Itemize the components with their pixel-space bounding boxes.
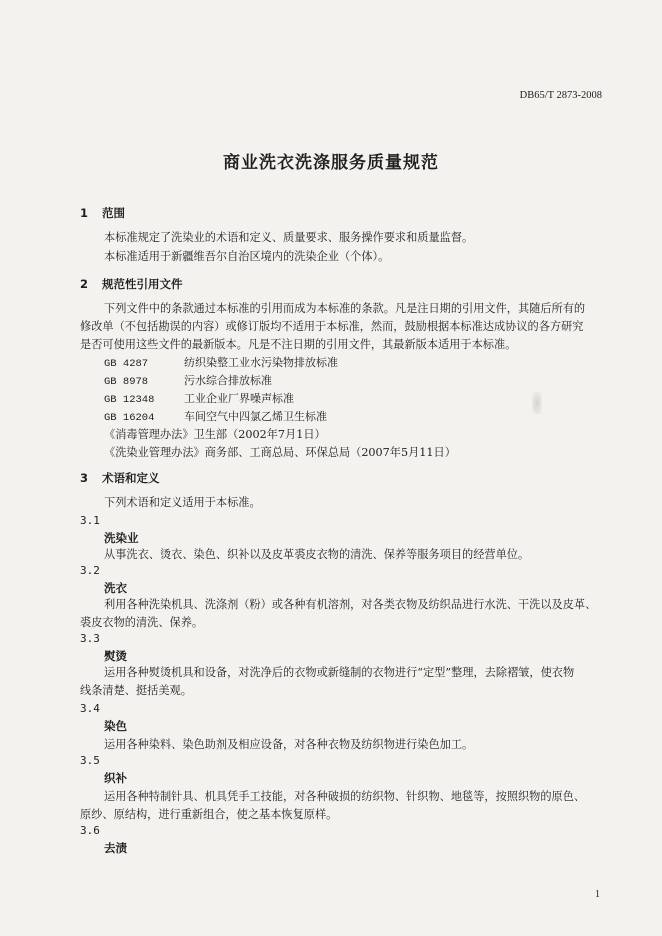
section-number: 3 [80,471,89,485]
reference-title: 工业企业厂界噪声标准 [184,392,294,405]
section-1-heading [80,205,125,221]
definition-line: 利用各种洗染机具、洗涤剂（粉）或各种有机溶剂，对各类衣物及纺织品进行水洗、干洗以及皮革、 [104,598,597,611]
section-number: 1 [80,206,89,220]
definition-line: 裘皮衣物的清洗、保养。 [80,616,204,629]
reference-item [104,372,272,388]
term-title: 洗衣 [104,581,127,595]
term-number: 3.4 [80,702,100,715]
section-3-heading [80,470,160,486]
reference-title: 车间空气中四氯乙烯卫生标准 [184,410,327,423]
reference-title: 污水综合排放标准 [184,374,272,387]
reference-code: GB 4287 [104,358,149,370]
term-title: 熨烫 [104,649,127,663]
paragraph-line: 下列文件中的条款通过本标准的引用而成为本标准的条款。凡是注日期的引用文件，其随后所有的 [104,302,586,315]
definition-line: 运用各种特制针具、机具凭手工技能，对各种破损的纺织物、针织物、地毯等，按照织物的原色、 [104,790,586,803]
regulation-item: 《洗染业管理办法》商务部、工商总局、环保总局（2007年5月11日） [104,446,456,459]
definition-line: 运用各种熨烫机具和设备，对洗净后的衣物或新缝制的衣物进行“定型”整理，去除褶皱，使衣物 [104,666,575,679]
paragraph: 下列术语和定义适用于本标准。 [104,496,261,509]
section-title: 术语和定义 [102,471,160,485]
reference-code: GB 12348 [104,394,155,406]
reference-item [104,408,327,424]
section-number: 2 [80,277,89,291]
term-number: 3.2 [80,564,100,577]
paragraph-line: 修改单（不包括勘误的内容）或修订版均不适用于本标准，然而，鼓励根据本标准达成协议的各方研究 [80,320,584,333]
reference-item [104,354,338,370]
reference-code: GB 16204 [104,412,155,424]
reference-title: 纺织染整工业水污染物排放标准 [184,356,338,369]
term-title: 织补 [104,771,127,785]
paragraph: 本标准适用于新疆维吾尔自治区境内的洗染企业（个体）。 [104,250,390,263]
section-title: 范围 [102,206,125,220]
paragraph-line: 是否可使用这些文件的最新版本。凡是不注日期的引用文件，其最新版本适用于本标准。 [80,338,517,351]
paragraph: 本标准规定了洗染业的术语和定义、质量要求、服务操作要求和质量监督。 [104,231,474,244]
definition-line: 运用各种染料、染色助剂及相应设备，对各种衣物及纺织物进行染色加工。 [104,738,474,751]
term-number: 3.5 [80,754,100,767]
reference-code: GB 8978 [104,376,149,388]
section-2-heading [80,276,183,292]
definition-line: 原纱、原结构，进行重新组合，使之基本恢复原样。 [80,808,338,821]
reference-item [104,390,294,406]
term-title: 染色 [104,719,127,733]
page-number: 1 [595,889,600,900]
definition-line: 线条清楚、挺括美观。 [80,684,192,697]
scan-smudge [532,392,542,414]
document-title: 商业洗衣洗涤服务质量规范 [223,153,439,173]
term-title: 洗染业 [104,531,139,545]
definition-line: 从事洗衣、烫衣、染色、织补以及皮革裘皮衣物的清洗、保养等服务项目的经营单位。 [104,548,530,561]
term-number: 3.1 [80,514,100,527]
standard-code: DB65/T 2873-2008 [519,90,602,101]
term-number: 3.3 [80,632,100,645]
regulation-item: 《消毒管理办法》卫生部（2002年7月1日） [104,428,326,441]
section-title: 规范性引用文件 [102,277,183,291]
term-title: 去渍 [104,841,127,855]
term-number: 3.6 [80,824,100,837]
